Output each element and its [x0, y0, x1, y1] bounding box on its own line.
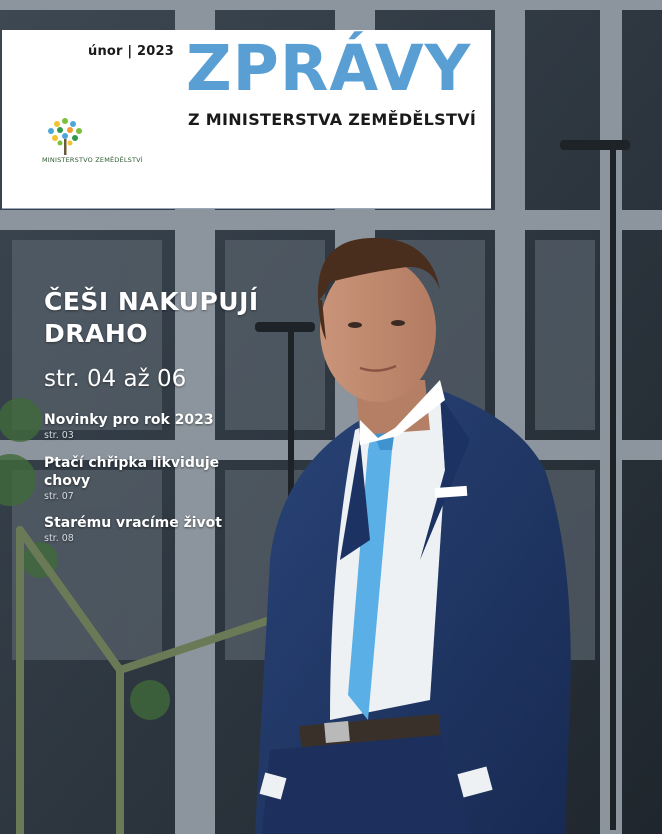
- ministry-logo-text: MINISTERSTVO ZEMĚDĚLSTVÍ: [42, 156, 143, 164]
- contents-item: [44, 454, 244, 502]
- contents-item-page: str. 03: [44, 430, 74, 441]
- contents-item: [44, 411, 284, 441]
- magazine-title: ZPRÁVY: [186, 32, 472, 105]
- magazine-subtitle: Z MINISTERSTVA ZEMĚDĚLSTVÍ: [188, 110, 477, 129]
- contents-item: [44, 514, 284, 544]
- contents-item-title: Ptačí chřipka likviduje chovy: [44, 455, 220, 489]
- cover-headline-pages: str. 04 až 06: [44, 366, 187, 392]
- contents-item-title: Novinky pro rok 2023: [44, 412, 214, 428]
- contents-item-page: str. 08: [44, 533, 74, 544]
- contents-item-page: str. 07: [44, 491, 74, 502]
- cover-headline: ČEŠI NAKUPUJÍ DRAHO: [44, 287, 259, 348]
- contents-item-title: Starému vracíme život: [44, 515, 222, 531]
- issue-date: únor | 2023: [88, 44, 175, 59]
